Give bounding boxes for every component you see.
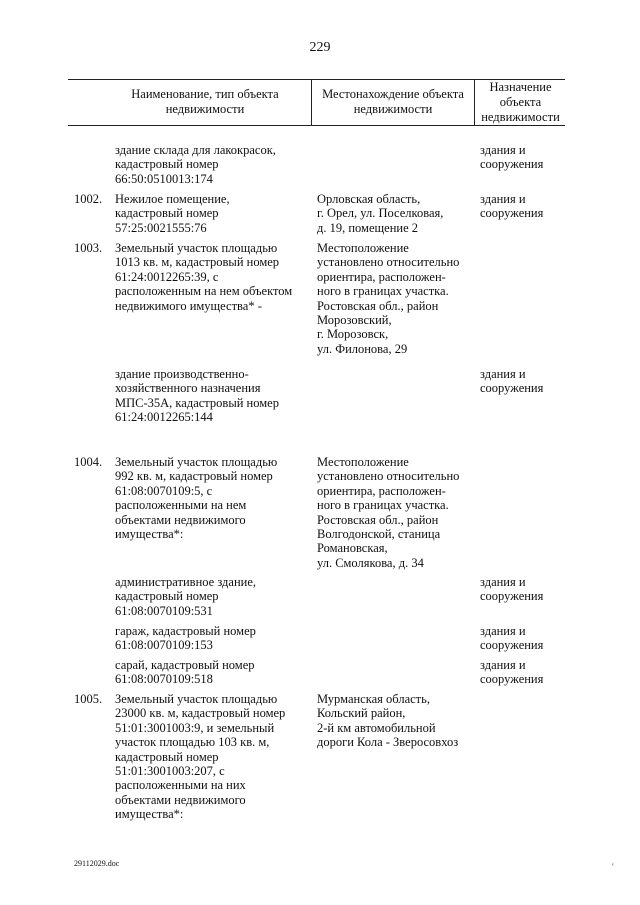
scan-mark: ': [612, 862, 614, 872]
row-number: 1003.: [74, 241, 103, 255]
row-number: 1002.: [74, 192, 103, 206]
cell-name: Земельный участок площадью 1013 кв. м, кадастровый номер 61:24:0012265:39, с расположенным на нем объектом недвижимого имущества* -: [115, 241, 293, 313]
column-header-location: Местонахождение объекта недвижимости: [322, 87, 464, 116]
cell-name: здание склада для лакокрасок, кадастровый номер 66:50:0510013:174: [115, 143, 276, 186]
page-number: 229: [309, 40, 331, 55]
cell-purpose: здания и сооружения: [480, 367, 544, 396]
cell-name: административное здание, кадастровый номер 61:08:0070109:531: [115, 575, 257, 618]
column-header-purpose: Назначение объекта недвижимости: [481, 80, 560, 124]
cell-purpose: здания и сооружения: [480, 575, 544, 604]
cell-location: Орловская область, г. Орел, ул. Поселковая, д. 19, помещение 2: [317, 192, 444, 235]
cell-purpose: здания и сооружения: [480, 624, 544, 653]
cell-name: сарай, кадастровый номер 61:08:0070109:518: [115, 658, 255, 687]
cell-purpose: здания и сооружения: [480, 192, 544, 221]
footer-filename: 29112029.doc: [74, 859, 120, 868]
cell-name: Земельный участок площадью 23000 кв. м, кадастровый номер 51:01:3001003:9, и земельный участок площадью 103 кв. м, кадастровый номер 51:01:3001003:207, с расположенными на них объектами недвижимого имущества*:: [115, 692, 286, 822]
cell-location: Мурманская область, Кольский район, 2-й км автомобильной дороги Кола - Зверосовхоз: [317, 692, 459, 750]
cell-purpose: здания и сооружения: [480, 143, 544, 172]
row-number: 1004.: [74, 455, 103, 469]
cell-name: Нежилое помещение, кадастровый номер 57:25:0021555:76: [115, 192, 230, 235]
cell-purpose: здания и сооружения: [480, 658, 544, 687]
column-divider: [311, 79, 312, 125]
cell-location: Местоположение установлено относительно ориентира, расположен- ного в границах участка. Ростовская обл., район Волгодонской, станица Романовская, ул. Смолякова, д. 34: [317, 455, 460, 570]
table-header-bottom-rule: [68, 125, 565, 126]
column-header-name: Наименование, тип объекта недвижимости: [131, 87, 279, 116]
cell-name: гараж, кадастровый номер 61:08:0070109:153: [115, 624, 256, 653]
row-number: 1005.: [74, 692, 103, 706]
cell-name: здание производственно- хозяйственного назначения МПС-35А, кадастровый номер 61:24:0012265:144: [115, 367, 279, 425]
cell-location: Местоположение установлено относительно ориентира, расположен- ного в границах участка. Ростовская обл., район Морозовский, г. Морозовск, ул. Филонова, 29: [317, 241, 460, 356]
cell-name: Земельный участок площадью 992 кв. м, кадастровый номер 61:08:0070109:5, с расположенными на нем объектами недвижимого имущества*:: [115, 455, 278, 542]
column-divider: [474, 79, 475, 125]
